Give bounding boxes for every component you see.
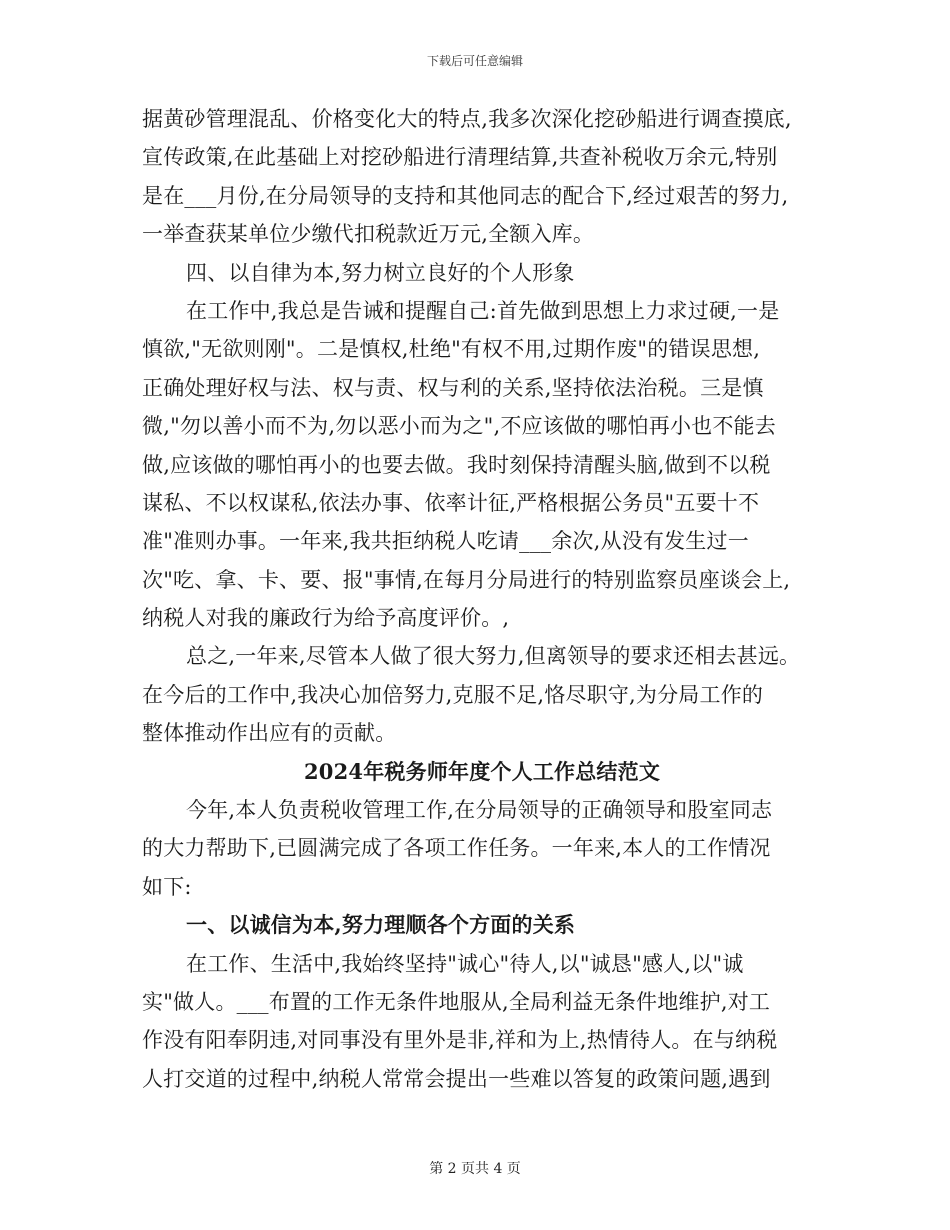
paragraph-line: 是在___月份,在分局领导的支持和其他同志的配合下,经过艰苦的努力, bbox=[142, 183, 789, 208]
paragraph-line: 作没有阳奉阴违,对同事没有里外是非,祥和为上,热情待人。在与纳税 bbox=[142, 1028, 778, 1053]
paragraph-line: 微,"勿以善小而不为,勿以恶小而为之",不应该做的哪怕再小也不能去 bbox=[142, 414, 776, 439]
paragraph-line: 的大力帮助下,已圆满完成了各项工作任务。一年来,本人的工作情况 bbox=[142, 836, 771, 861]
paragraph-line: 在今后的工作中,我决心加倍努力,克服不足,恪尽职守,为分局工作的 bbox=[142, 682, 764, 707]
paragraph-line: 如下: bbox=[142, 874, 192, 899]
page-footer: 第 2 页共 4 页 bbox=[429, 1161, 521, 1177]
paragraph-line: 做,应该做的哪怕再小的也要去做。我时刻保持清醒头脑,做到不以税 bbox=[142, 452, 771, 477]
paragraph-line: 一举查获某单位少缴代扣税款近万元,全额入库。 bbox=[142, 222, 595, 247]
paragraph-line: 准"准则办事。一年来,我共拒纳税人吃请___余次,从没有发生过一 bbox=[142, 529, 749, 554]
paragraph-line: 纳税人对我的廉政行为给予高度评价。, bbox=[142, 606, 510, 631]
paragraph-line: 人打交道的过程中,纳税人常常会提出一些难以答复的政策问题,遇到 bbox=[142, 1066, 771, 1091]
paragraph-line: 宣传政策,在此基础上对挖砂船进行清理结算,共查补税收万余元,特别 bbox=[142, 145, 778, 170]
paragraph-line: 次"吃、拿、卡、要、报"事情,在每月分局进行的特别监察员座谈会上, bbox=[142, 567, 791, 592]
paragraph-line: 总之,一年来,尽管本人做了很大努力,但离领导的要求还相去甚远。 bbox=[186, 644, 801, 669]
paragraph-line: 谋私、不以权谋私,依法办事、依率计征,严格根据公务员"五要十不 bbox=[142, 490, 760, 515]
paragraph-line: 在工作中,我总是告诫和提醒自己:首先做到思想上力求过硬,一是 bbox=[186, 298, 780, 323]
section-heading: 一、以诚信为本,努力理顺各个方面的关系 bbox=[186, 912, 576, 938]
paragraph-line: 慎欲,"无欲则刚"。二是慎权,杜绝"有权不用,过期作废"的错误思想, bbox=[142, 337, 761, 362]
page-header: 下载后可任意编辑 bbox=[426, 54, 523, 68]
paragraph-line: 在工作、生活中,我始终坚持"诚心"待人,以"诚恳"感人,以"诚 bbox=[186, 951, 744, 976]
paragraph-line: 正确处理好权与法、权与责、权与利的关系,坚持依法治税。三是慎 bbox=[142, 375, 764, 400]
paragraph-line: 实"做人。___布置的工作无条件地服从,全局利益无条件地维护,对工 bbox=[142, 989, 771, 1014]
paragraph-line: 据黄砂管理混乱、价格变化大的特点,我多次深化挖砂船进行调查摸底, bbox=[142, 107, 792, 131]
document-body bbox=[142, 100, 822, 1098]
paragraph-line: 整体推动作出应有的贡献。 bbox=[142, 721, 397, 746]
paragraph-line: 今年,本人负责税收管理工作,在分局领导的正确领导和股室同志 bbox=[186, 798, 773, 823]
document-title: 2024年税务师年度个人工作总结范文 bbox=[303, 758, 661, 784]
section-heading: 四、以自律为本,努力树立良好的个人形象 bbox=[186, 260, 575, 285]
